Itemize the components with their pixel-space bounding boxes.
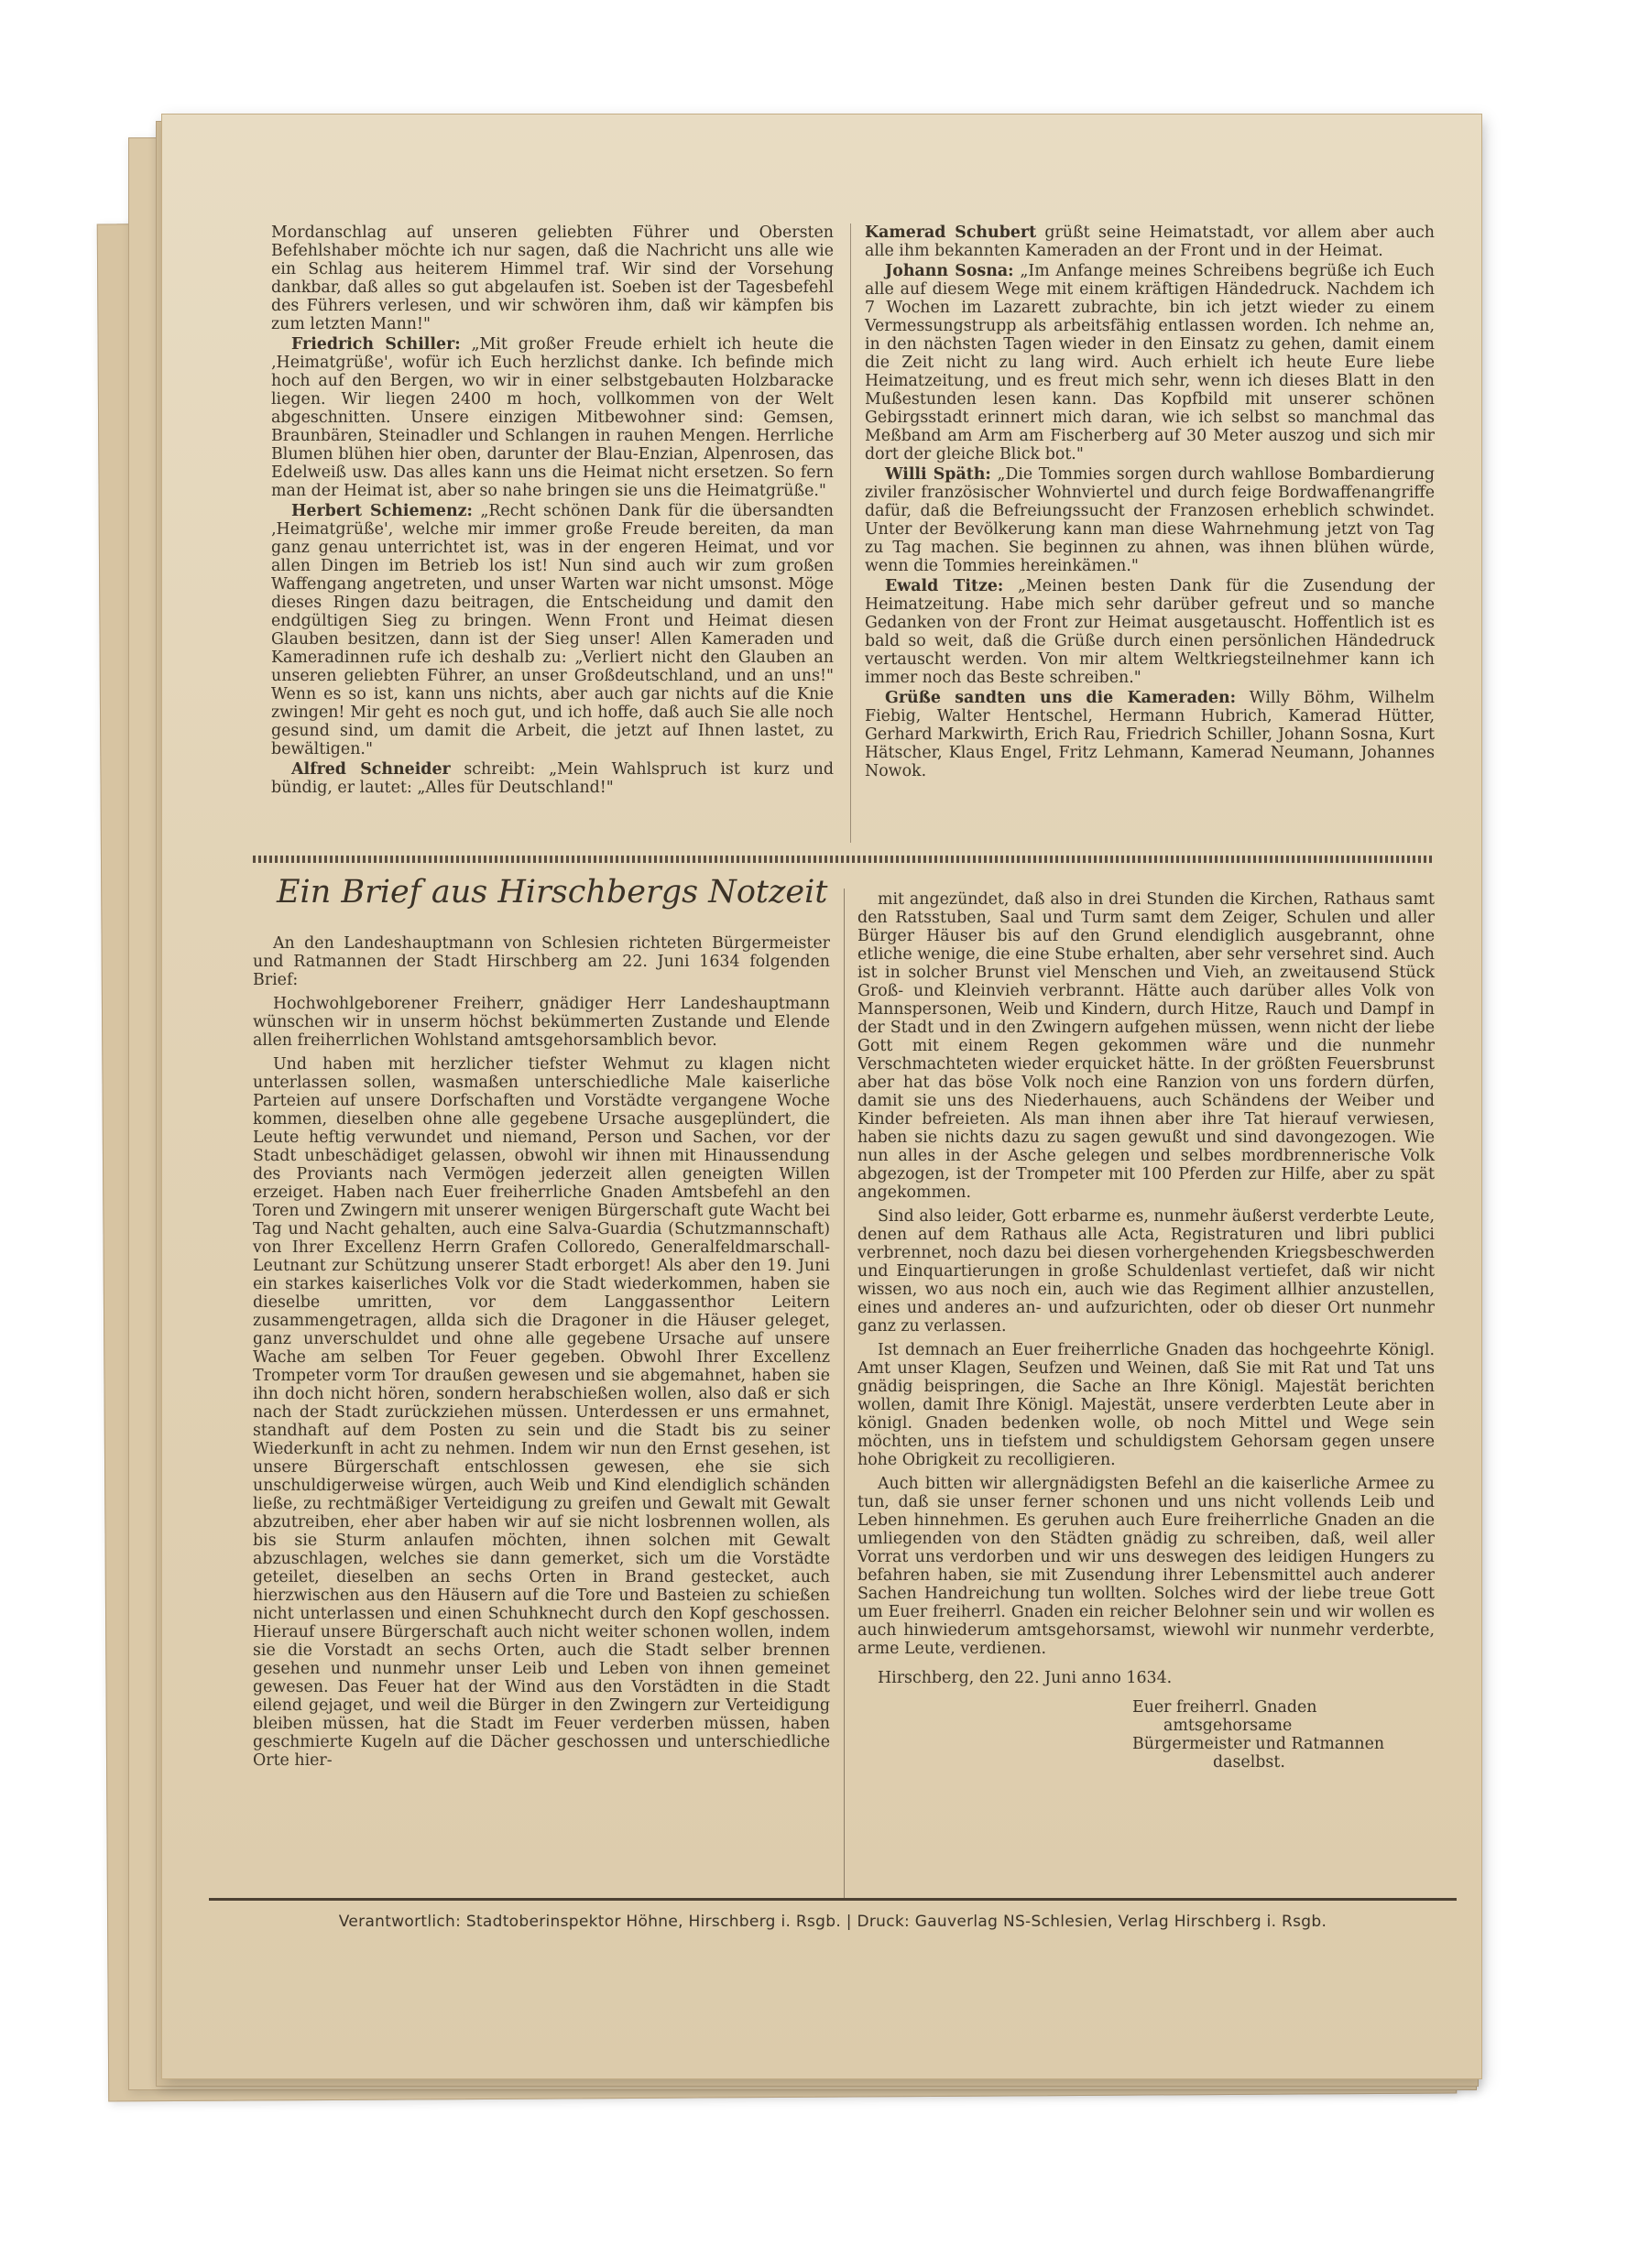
article-paragraph: Auch bitten wir allergnädigsten Befehl an die kaiserliche Armee zu tun, daß sie unser ferner schonen und uns nicht vollends Leib und Leben hinnehmen. Es geruhen auch Eure freiherrliche Gnaden an die umliegenden von den Städten gnädig zu schreiben, daß, weil aller Vorrat uns verdorben und wir uns deswegen des leidigen Hungers zu befahren haben, sie mit Zusendung ihrer Lebensmittel auch anderer Sachen Handreichung tun wollten. Solches wird der liebe treue Gott um Euer freiherrl. Gnaden ein reicher Belohner sein und wir wollen es auch hinwiederum amtsgehorsamst, wiewohl wir nunmehr verderbte, arme Leute, verdienen.	[857, 1475, 1435, 1658]
sender-name: Johann Sosna:	[885, 262, 1014, 280]
letter-text: schreibt: „Mein Wahlspruch ist kurz und bündig, er lautet: „Alles für Deutschland!"	[271, 760, 834, 797]
letter-paragraph	[271, 502, 834, 758]
letter-paragraph	[865, 224, 1435, 260]
signature-line: Bürgermeister und Ratmannen	[1132, 1735, 1385, 1753]
article-paragraph: Sind also leider, Gott erbarme es, nunmehr äußerst verderbte Leute, denen auf dem Rathaus alle Acta, Registraturen und libri publici verbrennet, noch dazu bei diesen vorhergehenden Kriegsbeschwerden und Einquartierungen in große Schuldenlast vertiefet, daß wir nicht wissen, wo aus noch ein, auch wie das Regiment allhier anzustellen, eines und anderes an- und aufzurichten, oder ob dieser Ort nunmehr ganz zu verlassen.	[857, 1207, 1435, 1336]
place-date: Hirschberg, den 22. Juni anno 1634.	[878, 1669, 1173, 1687]
sender-name: Willi Späth:	[885, 465, 991, 484]
letter-paragraph	[271, 335, 834, 500]
letter-text: „Im Anfange meines Schreibens begrüße ich Euch alle auf diesem Wege mit einem kräftigen Händedruck. Nachdem ich 7 Wochen im Lazarett zubrachte, bin ich jetzt wieder zu einem Vermessungstrupp als arbeitsfähig entlassen worden. Ich nehme an, in den nächsten Tagen wieder in den Einsatz zu gehen, damit einem die Zeit nicht zu lang wird. Auch erhielt ich heute Eure liebe Heimatzeitung, und es freut mich sehr, wenn ich dieses Blatt in den Mußestunden lesen kann. Das Kopfbild mit unserer schönen Gebirgsstadt erinnert mich daran, wie ich selbst so manchmal das Meßband am Arm am Fischerberg auf 30 Meter auszog und sich mir dort der gleiche Blick bot."	[865, 262, 1435, 463]
letter-text: „Mit großer Freude erhielt ich heute die ‚Heimatgrüße', wofür ich Euch herzlichst danke. Ich befinde mich hoch auf den Bergen, wo wir in einer selbstgebauten Holzbaracke liegen. Wir liegen 2400 m hoch, vollkommen von der Welt abgeschnitten. Unsere einzigen Mitbewohner sind: Gemsen, Braunbären, Steinadler und Schlangen in rauhen Mengen. Herrliche Blumen blühen hier oben, darunter der Blau-Enzian, Alpenrosen, das Edelweiß usw. Das alles kann uns die Heimat nicht ersetzen. So fern man der Heimat ist, aber so nahe bringen sie uns die Heimatgrüße."	[271, 335, 834, 500]
sender-name: Alfred Schneider	[291, 760, 451, 779]
sender-name: Herbert Schiemenz:	[291, 502, 473, 520]
signature-line: daselbst.	[1213, 1753, 1285, 1772]
article-column-left	[253, 934, 830, 1775]
letter-paragraph	[865, 465, 1435, 575]
article-right-body	[857, 890, 1435, 1658]
footer-rule	[209, 1898, 1457, 1901]
column-top-right	[865, 224, 1435, 782]
letter-text: Willy Böhm, Wilhelm Fiebig, Walter Hentschel, Hermann Hubrich, Kamerad Hütter, Gerhard Markwirth, Erich Rau, Friedrich Schiller, Johann Sosna, Kurt Hätscher, Klaus Engel, Fritz Lehmann, Kamerad Neumann, Johannes Nowok.	[865, 689, 1435, 780]
article-paragraph: Hochwohlgeborener Freiherr, gnädiger Herr Landeshauptmann wünschen wir in unserm höchst bekümmerten Zustande und Elende allen freiherrlichen Wohlstand amtsgehorsamblich bevor.	[253, 995, 830, 1050]
article-left-body	[253, 995, 830, 1770]
letter-text: Mordanschlag auf unseren geliebten Führer und Obersten Befehlshaber möchte ich nur sagen, daß die Nachricht uns alle wie ein Schlag aus heiterem Himmel traf. Wir sind der Vorsehung dankbar, daß alles so gut abgelaufen ist. Soeben ist der Tagesbefehl des Führers verlesen, und wir schwören ihm, daß wir kämpfen bis zum letzten Mann!"	[271, 224, 834, 333]
article-paragraph: Und haben mit herzlicher tiefster Wehmut zu klagen nicht unterlassen sollen, wasmaßen unterschiedliche Male kaiserliche Parteien auf unsere Dorfschaften und Vorstädte vergangene Woche kommen, dieselben ohne alle gegebene Ursache ausgeplündert, die Leute heftig verwundet und niemand, Person und Sachen, vor der Stadt unbeschädiget gelassen, obwohl wir ihnen mit Hinaussendung des Proviants nach Vermögen jederzeit allen geneigten Willen erzeiget. Haben nach Euer freiherrliche Gnaden Amtsbefehl an den Toren und Zwingern mit unserer wenigen Bürgerschaft gute Wacht bei Tag und Nacht gehalten, auch eine Salva-Guardia (Schutzmannschaft) von Ihrer Excellenz Herrn Grafen Colloredo, Generalfeldmarschall-Leutnant zur Schützung unserer Stadt erborget! Als aber den 19. Juni ein starkes kaiserliches Volk vor die Stadt wiederkommen, haben sie dieselbe umritten, vor dem Langgassenthor Leitern zusammengetragen, allda sich die Dragoner in die Häuser geleget, ganz unverschuldet und ohne alle gegebene Ursache auf unsere Wache am selben Tor Feuer gegeben. Obwohl Ihrer Excellenz Trompeter vorm Tor draußen gewesen und sie abgemahnet, haben sie ihn doch nicht hören, sondern herabschießen wollen, also daß er sich nach der Stadt zurückziehen müssen. Unterdessen er uns ermahnet, standhaft auf dem Posten zu sein und die Stadt bis zu seiner Wiederkunft in acht zu nehmen. Indem wir nun den Ernst gesehen, ist unsere Bürgerschaft entschlossen gewesen, ehe sie sich unschuldigerweise würgen, auch Weib und Kind elendiglich schänden ließe, zu rechtmäßiger Verteidigung zu greifen und Gewalt mit Gewalt abzutreiben, eher aber haben wir auf sie nicht losbrennen wollen, als bis sie Sturm anlaufen möchten, ihnen solchen mit Gewalt abzuschlagen, welches sie dann gemerket, sich um die Vorstädte geteilet, dieselben an sechs Orten in Brand gestecket, auch hierzwischen aus den Häusern auf die Tore und Basteien zu schießen nicht unterlassen und einen Schuhknecht durch den Kopf geschossen. Hierauf unsere Bürgerschaft auch nicht weiter schonen wollen, indem sie die Vorstadt an sechs Orten, auch die Stadt selber brennen gesehen und nunmehr unser Leib und Leben von ihnen gemeinet gewesen. Das Feuer hat der Wind aus den Vorstädten in die Stadt eilend gejaget, und weil die Bürger in den Zwingern zur Verteidigung bleiben müssen, hat die Stadt im Feuer verderben müssen, haben geschmierte Kugeln auf die Dächer geschossen und unterschiedliche Orte hier-	[253, 1055, 830, 1770]
article-column-right	[857, 890, 1435, 1772]
column-rule-top	[850, 224, 851, 843]
sender-name: Ewald Titze:	[885, 577, 1004, 595]
letter-paragraph	[865, 689, 1435, 780]
letter-text: „Die Tommies sorgen durch wahllose Bombardierung ziviler französischer Wohnviertel und durch feige Bordwaffenangriffe dafür, daß die Befreiungssucht der Franzosen erheblich schwindet. Unter der Bevölkerung kann man diese Wahrnehmung jetzt von Tag zu Tag machen. Sie beginnen zu ahnen, was ihnen blühen würde, wenn die Tommies hereinkämen."	[865, 465, 1435, 575]
signature-block	[1132, 1698, 1435, 1772]
section-divider	[253, 856, 1435, 863]
letter-paragraph	[865, 577, 1435, 687]
article-paragraph: mit angezündet, daß also in drei Stunden die Kirchen, Rathaus samt den Ratsstuben, Saal und Turm samt dem Zeiger, Schulen und aller Bürger Häuser bis auf den Grund elendiglich ausgebrannt, ohne etliche wenige, die eine Stube erhalten, aber sehr versehret sind. Auch ist in solcher Brunst viel Menschen und Vieh, an zweitausend Stück Groß- und Kleinvieh verbrannt. Hätte auch darüber alles Volk von Mannspersonen, Weib und Kindern, durch Hitze, Rauch und Dampf in der Stadt und in den Zwingern aufgehen müssen, wenn nicht der liebe Gott mit einem Regen gekommen wäre und die nunmehr Verschmachteten wieder erquicket hätte. In der größten Feuersbrunst aber hat das böse Volk noch eine Ranzion von uns fordern dürfen, damit sie uns des Niederhauens, auch Schändens der Weiber und Kinder befreieten. Als man ihnen aber ihre Tat hierauf verwiesen, haben sie nichts dazu zu sagen gewußt und sind davongezogen. Wie nun alles in der Asche gelegen und selbes mordbrennerische Volk abgezogen, ist der Trompeter mit 100 Pferden zur Hilfe, aber zu spät angekommen.	[857, 890, 1435, 1202]
sender-name: Grüße sandten uns die Kameraden:	[885, 689, 1237, 707]
letter-paragraph	[271, 760, 834, 797]
signature-line: Euer freiherrl. Gnaden	[1132, 1698, 1317, 1717]
letter-text: „Recht schönen Dank für die übersandten ‚Heimatgrüße', welche mir immer große Freude bereiten, da man ganz genau unterrichtet ist, was in der engeren Heimat, und vor allen Dingen im Betrieb los ist! Nun sind auch wir zum großen Waffengang angetreten, und unser Warten war nicht umsonst. Möge dieses Ringen dazu beitragen, die Entscheidung und damit den endgültigen Sieg zu bringen. Wenn Front und Heimat diesen Glauben besitzen, dann ist der Sieg unser! Allen Kameraden und Kameradinnen rufe ich deshalb zu: „Verliert nicht den Glauben an unseren geliebten Führer, an unser Großdeutschland, und an uns!" Wenn es so ist, kann uns nichts, aber auch gar nichts auf die Knie zwingen! Mir geht es noch gut, und ich hoffe, daß auch Sie alle noch gesund sind, um damit die Arbeit, die jetzt auf Ihnen lastet, zu bewältigen."	[271, 502, 834, 758]
column-top-left	[271, 224, 834, 799]
letter-text: grüßt seine Heimatstadt, vor allem aber auch alle ihm bekannten Kameraden an der Front und in der Heimat.	[865, 224, 1435, 260]
footer-imprint: Verantwortlich: Stadtoberinspektor Höhne, Hirschberg i. Rsgb. | Druck: Gauverlag NS-Schlesien, Verlag Hirschberg i. Rsgb.	[338, 1913, 1327, 1931]
letter-paragraph	[271, 224, 834, 333]
sender-name: Friedrich Schiller:	[291, 335, 461, 354]
signature-line: amtsgehorsame	[1163, 1717, 1293, 1735]
sender-name: Kamerad Schubert	[865, 224, 1037, 242]
article-headline: Ein Brief aus Hirschbergs Notzeit	[277, 874, 828, 910]
article-paragraph: Ist demnach an Euer freiherrliche Gnaden das hochgeehrte Königl. Amt unser Klagen, Seufzen und Weinen, daß Sie mit Rat und Tat uns gnädig beispringen, die Sache an Ihre Königl. Majestät berichten wollen, damit Ihre Königl. Majestät, unsere verderbten Leute aber in königl. Gnaden bedenken wolle, ob noch Mittel und Wege sein möchten, uns in tiefstem und schuldigstem Gehorsam gegen unsere hohe Obrigkeit zu recolligieren.	[857, 1341, 1435, 1469]
letter-text: „Meinen besten Dank für die Zusendung der Heimatzeitung. Habe mich sehr darüber gefreut und so manche Gedanken von der Front zur Heimat ausgetauscht. Hoffentlich ist es bald so weit, daß die Grüße durch einen persönlichen Händedruck vertauscht werden. Von mir altem Weltkriegsteilnehmer kann ich immer noch das Beste schreiben."	[865, 577, 1435, 687]
article-intro: An den Landeshauptmann von Schlesien richteten Bürgermeister und Ratmannen der Stadt Hirschberg am 22. Juni 1634 folgenden Brief:	[253, 934, 830, 989]
letter-paragraph	[865, 262, 1435, 463]
column-rule-bottom	[844, 889, 845, 1898]
